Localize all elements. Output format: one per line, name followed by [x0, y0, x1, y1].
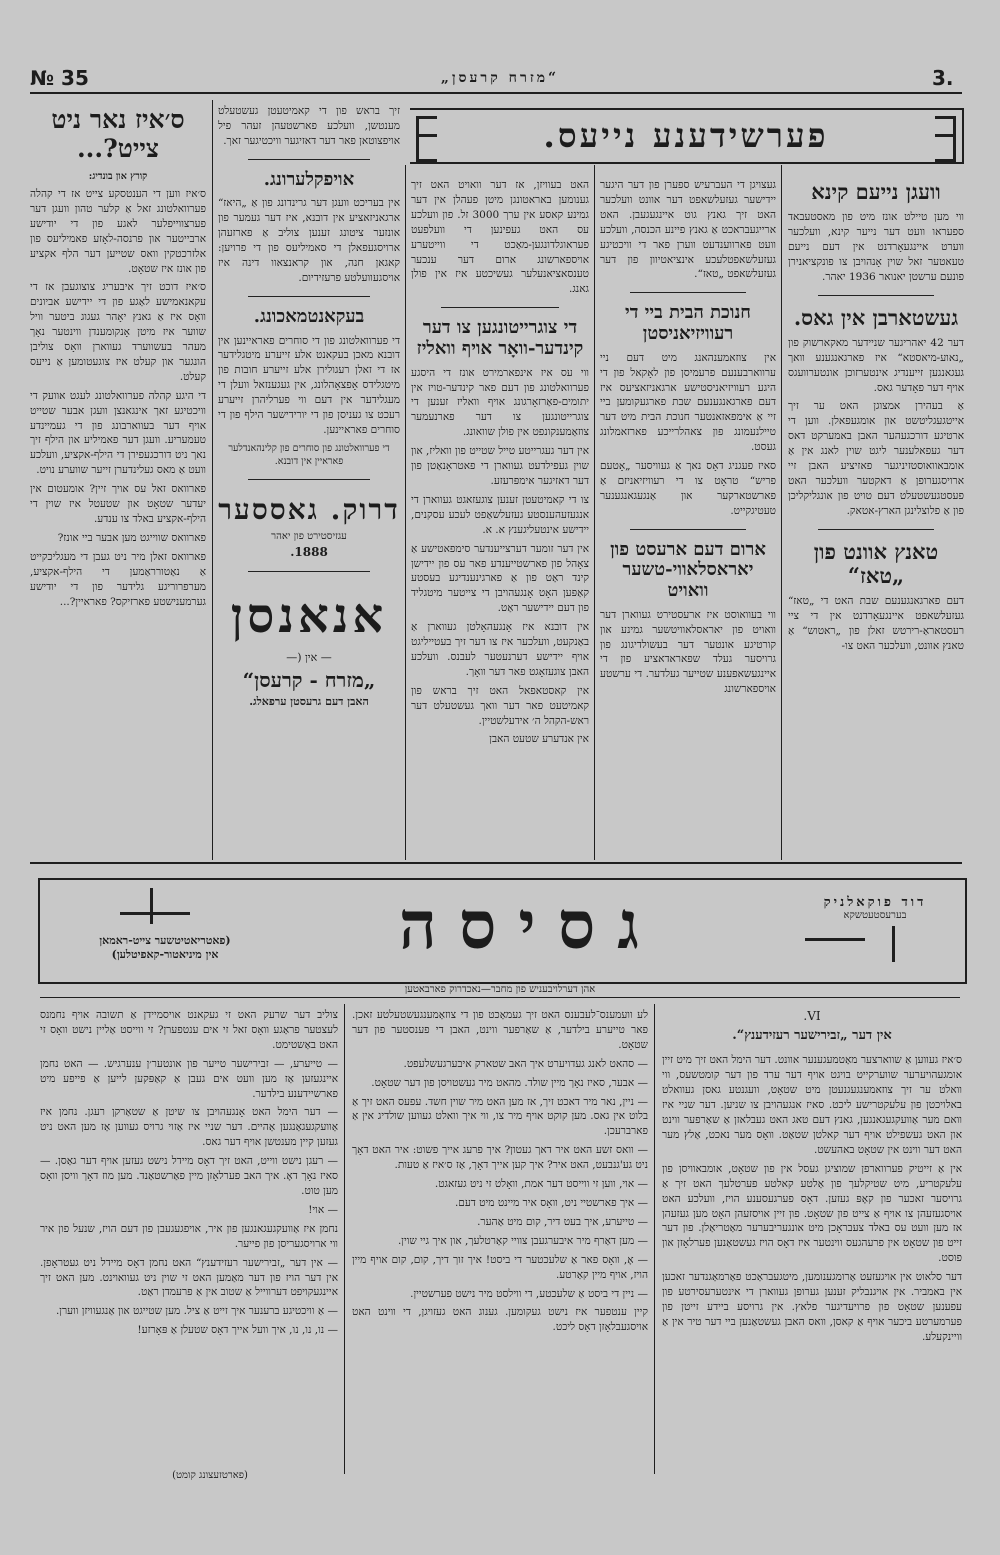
article-separator: [248, 479, 370, 480]
article-paragraph: אין דער זומער דערצייענדער סימפאטישע אַ צאָהל פון פארשטייענדע פאר עס פון יידישן קינד ראַט פון אַ פארגינענדיגע בעסטע קאַפּען האָט אָנגעהויבן די צייטער מיטגליד פון דעם יידישער ראַט.: [411, 542, 589, 615]
print-shop-ad: [218, 490, 400, 561]
section-rule: [30, 862, 962, 864]
article-paragraph: געצויגן די העברעיש ספערן פון דער היגער יידישער געזעלשאפט דער אוונט וועלכער האט זיך גאנץ גוט איינגעגעבן. האט ארייגעבראכט אַ גאנץ פיינע הכנסה, וועלכע וועט פארווענדעט ווערן פאר די וויכטיגע געזעלשאפטלעכע אינציאטיוון פון דער געזעלשאפט „טאז“.: [600, 179, 776, 281]
ad-line: — אין (—: [286, 650, 332, 664]
article-separator: [818, 529, 934, 530]
chapter-title: אין דער „זבירישער רעזידענץ“.: [732, 1028, 892, 1044]
article-paragraph: זיך בראש פון די קאמיטעטן געשטעלט מענטשן, וועלכע פארשטעהן זעהר פיל אויפצוטאן פאר דער דאזיגער וויכטיגער זאך.: [218, 105, 400, 147]
feature-paragraph: לע וועמענס־לעבענס האט זיך געמאַכט פון די צוזאַמענגעשטעלטע זאכן. פאר טייערע בילדער, אַ שאַרפער ווינט, האבן די פענסטער פון דער שטאָט.: [352, 1009, 648, 1051]
feature-paragraph: — דער הימל האט אָנגעהויבן צו שיטן אַ שטאַרקן רעגן. נחמן איז אַוועקגעגאַנגען אַהיים. דער שניי איז אַזוי גרויס געווען אַז מען האט ניט געזען קיין מענטשן אויף דער גאס.: [40, 1106, 338, 1149]
feature-paragraph: צוליב דער שרעק האט זי געקאנט אויסמיידן אַ תשובה אויף נחמנס לעצטער פראַגע וואָס זאל זי אים ענטפערן? זי ווייסט אַליין נישט וואָס זי האט באַשטימט.: [40, 1009, 338, 1051]
article-heading: אויפקלערונג.: [263, 168, 355, 190]
feature-paragraph: — נו, נו, נו, איך וועל אייך דאָס שטעלן אַ פּאָרזע!: [137, 1324, 338, 1337]
article-separator: [248, 571, 370, 572]
article-paragraph: דער 42 יאהריגער שניידער מאקארשוק פון „נאוע-מיאסטא“ איז פארגאנגענע וואך געגאנגען זייענדיג אינטערזוכן אונטערוועגס אויף דער פאָדער גאס.: [788, 336, 964, 394]
decorative-ornament: [892, 926, 895, 962]
article-paragraph: אין דובנא איז אָנגעהאָלטן געווארן אַ באַנקעט, וועלכער איז צו דער זיך בעטייליגט אויף יידישע דערנעטער לעבנס. וועלכע האבן צוגעזאָגט פאר דער וואָך.: [411, 621, 589, 678]
feature-paragraph: — ניין די ביסט אַ שלעכטע, די ווילסט מיר נישט פערשטיין.: [410, 1287, 648, 1300]
editorial-paragraph: די היגע קהלה פערוואלטונג לעגט אוועק די וויכטיגע זאך אינגאנצן וועגן אבער שטייט אויף דער בעווארבונג פון די געמיינדע טעמעריע. וועגן דער פאמיליע און הילף זיך נאך ניט דורכגעפירן די הילף-אקציע, וועלכע וועט אַ מאס געלינדערן זייער שווערע נויט.: [30, 389, 206, 477]
column-divider: [212, 100, 213, 860]
feature-paragraph: — אָ, וואָס פאר אַ שלעכטער די ביסט! איך זוך דיך, קום, קום אויף מיין הויז, אויף מיין קאַרטע.: [352, 1253, 648, 1281]
article-heading: ארום דעם ארעסט פון יאראסלאווי-טשער וואויט: [610, 538, 766, 602]
article-heading: בעקאנטמאכונג.: [253, 305, 365, 327]
article-paragraph: אין בעריכט וועגן דער גרינדונג פון אַ „היאז“ ארגאניזאציע אין דובנא, איז דער געמער פון אונזער ציטונג זענען צוליב אַ פארזעהן ארויסגעפאלן די סאמיליעס פון די פרויען: קאגאן חנה, און קראנצאוו דינה איז אויסגעוועלטע פרעזידיום.: [218, 197, 400, 284]
editorial-paragraph: ס׳איז ווען די הענטסקע צייט אז די קהלה פערוואלטונג זאל אַ קלער טהון וועגן דער פערצווייפלער לאגע פון די יודישע ארבייטער און פרנסה-לאָזע פאמיליעס פון אלזרכטקין וואס שטייען דער הלף אקציע פון אונז איז שטאָט.: [30, 187, 206, 275]
news-banner: [410, 108, 964, 164]
feature-paragraph: דער סלאוט אין אויגעזעט אַרומגענומען, מיטגעבראַכט פאַרמאַגנדער זאכען אין באמביר. אין אויגנבליק זענען גערופן געווארן די אינטערעסירטע פון עפענען שטאָט פון פרויעדיגער פלאץ. אין גרויסע ביידע זייטן פון פערמערטע ביכער אויף אַ קאסן, וואס האבן געשטאַנען ביי דער טיר אין אַ וויינקעלע.: [662, 1271, 962, 1343]
article-paragraph: ווי עס איז אינפארמירט אונז די היסגע פערוואלטונג פון דעם פאר קינדער-טויז אין יתומים-פאַרזאָרגונג אויף וואליז זענען די צוגרייטונגען צו דער פארנעמער צוזאַמענקונפט אין פולן שוואונג.: [411, 366, 589, 439]
feature-paragraph: ס׳איז געווען אַ שווארצער מאַטמעגענער אוונט. דער הימל האט זיך מיט זיין אומגעהויערער שווערקייט בויגט אויף דער ערד פון דער קומטשעס, ווי וואלט ער זיך צוזאמענגעגנעטן מיט שטאָט, וועגנטע גאסן געוואלט באלויכטן פון עלעקטרישע ליכט. סאיז אנגעהויבן צו שניען. דער שניי איז וואם מער אַוועקגעגאנגען, גאנץ דעם טאג האט געבלאזן אַ שאַרפער ווינט און האט געשפילט אויף דער קאלטן שטאַט. וואָס מער נאכט, אַלץ מער האט דער ווינט אין שטאָט באהעשט.: [662, 1054, 962, 1156]
ad-year: 1888.: [290, 544, 328, 559]
feature-paragraph: — רעגן נישט ווייט, האט זיך דאָס מיידל נישט געזען אויף דער גאַסן. — סאיז נאָך דאָ. איך האב פערלאָזן מיין פאַרשטאַנד. מען מוז דאָך וויסן וואָס מען טוט.: [40, 1155, 338, 1197]
ad-title: אנאנסן: [230, 587, 388, 644]
article-new-cinema: [788, 180, 964, 285]
banner-bracket-left: [416, 116, 437, 162]
page-number: 3.: [932, 66, 954, 90]
article-separator: [818, 295, 934, 296]
caption-line: אין מיניאטור-קאפיטלען): [111, 948, 219, 962]
ad-line: האבן דעם גרעסטן ערפאלג.: [249, 694, 369, 708]
feature-paragraph: — אין דער „זבירישער רעזידענץ“ האט נחמן דאָס מיידל ניט געטראָפן. אין דער הויז פון דער מאַמען האט זי שוין ניט געוואוינט. מען האט זיך איינגעקויפט דערווייל אַ שטוב אין אַ פרעמדן ראַט.: [40, 1256, 338, 1299]
feature-paragraph: קיין ענטפער איז נישט געקומען. גענוג האט געזויגן, די ווינט האט אויסגעבלאָזן דאָס ליכט.: [352, 1306, 648, 1334]
article-separator: [248, 296, 370, 297]
feature-paragraph: — וואס זשע האט איר דאך געטון? איך פרעג אייך פשוט: איר האט דאָך ניט גע'גנבעט, האט איר? איך קען אייך דאָך, אַז ס׳איז אַ טעות.: [352, 1144, 648, 1172]
article-paragraph: די פערוואלטונג פון די סוחרים פאראיינען אין דובנא מאכן בעקאנט אלע זייערע מיטגלידער אז די זאלן רעגולירן אלע זייערע חובות פון מיטגלידס אָפצאָהלונג, אין געגענזאל וועלן די מעגלידער אין דעם ווי פערליהרן זייערע רעכט צו געניסן פון די יורידישער הילף פון די סוחרים פאראיינען.: [218, 334, 400, 436]
feature-header: [38, 878, 967, 984]
article-dance-evening: [788, 540, 964, 654]
feature-paragraph: — איך פארשטיי ניט, וואָס איר מיינט מיט דעם.: [454, 1196, 648, 1209]
ad-newspaper-name: „מזרח - קרעסן“: [242, 667, 376, 692]
feature-paragraph: אין אַ זייטיק פערווארפן שמוציגן געסל אין פון שטאָט, אומבאוויסן פון עלעקטריע, מיט שטיקלעך פון אַלטע קאלטע פערטלעך האט זיך אַ גרויסער זאכער פון קאָפּ געזען. דאָס פערגעסענע הויז, וועלכע האט אויסגעזעהן צו אויף אַ צייט פון שטאָט. פון זיין אויסזעהן האָט מען געזעהן אז מען וועט עס באלד צעבראָכן מיט אונגעריבערער מאַטריאַלן. פון דער זייט פון שטאָט אין פרעהגעס ווינטער איז דאָס הויז געשטאַנען פערלאָזן און פוסט.: [662, 1162, 962, 1265]
ad-line: עגזיסטירט פון יאהר: [271, 530, 347, 542]
feature-rule: [40, 997, 960, 998]
decorative-ornament: [805, 938, 865, 941]
feature-paragraph: — טייערע, איך בעט דיר, קום מיט אַהער.: [477, 1215, 648, 1228]
left-editorial-column: [30, 104, 206, 868]
editorial-heading: ס׳איז נאר ניט צייט?...: [51, 105, 185, 163]
feature-paragraph: — מען דאַרף מיר איבערגעבן צוויי קאַרטלעך, און איך גיי שוין.: [397, 1234, 648, 1247]
column-divider: [405, 165, 406, 860]
feature-paragraph: — אַ וויכטיגע ברענער איך זייט אַ ציל. מען שטייגט און אַנגעוויזן ווערן.: [55, 1305, 338, 1318]
article-heading: די צוגרייטונגען צו דער קינדער-וואָר אויף וואליז: [416, 317, 584, 359]
feature-paragraph: נחמן איז אַוועקגעגאנגען פון איר, אויפגעגעבן פון דעם הויז, שנעל פון איר ווי ארויסגעריסן פון פייער.: [40, 1222, 338, 1250]
column-divider: [654, 1004, 655, 1474]
feature-column-left: [40, 1008, 338, 1478]
right-news-column: [788, 178, 964, 868]
news-column-2: [600, 178, 776, 868]
article-paragraph: אַ בעהירן אמצוגן האט ער זיך אייטגעגליטשט און אומגעפאלן. ווען די ארטיגע דורכגעהער האבן באמערקט דאס דער געפאלענער ליגט שוין לאנג אין אַ אומבאוואוסטזיניגער פאזיציע האבן זיי ארויסגערופן אַ דאקטער וועלכער האט פעסטגעשטעלט דעם טויט פון אונגליקליכן פון אַ פלוצלינגן הארץ-אטאק.: [788, 400, 964, 517]
article-paragraph: סאיז פעגניג דאָס נאך אַ געוויסער „אָטעם פריש“ טראָט צו די רעוויזיאניזם אַ פארשטארקער און אַנגעגאנגענער טעטיגקייט.: [600, 460, 776, 517]
article-paragraph: אין אנדערע שטעט האבן: [489, 733, 589, 746]
chapter-number: VI.: [803, 1009, 821, 1023]
article-paragraph: אין קאסטאפאל האט זיך בראש פון קאמיטעט פאר דער וואך געשטעלט דער ראש-הקהל ה׳ אידעלשטיין.: [411, 684, 589, 727]
column-divider: [594, 165, 595, 860]
article-separator: [248, 159, 370, 160]
feature-author: [805, 894, 945, 921]
article-paragraph: ווי בעוואוסט איז ארעסטירט געווארן דער וואויט פון יאראסלאוויטשער גמינע און קורטיגע אונטער דער בעשולדיגונג פון גרויסער געלד שפאראדאציע פון די איינגעשאפענע שטייער געלדער. די ערשטע אויספארשונג: [600, 608, 776, 696]
column-divider: [344, 1004, 345, 1474]
feature-paragraph: — סהאט לאנג געדויערט איך האב שטארק איבערגעשלעפט.: [403, 1057, 648, 1070]
announcements-ad: [218, 582, 400, 710]
article-separator: [630, 529, 746, 530]
article-paragraph: אין דער געגרייטע טייל שטייט פון וואליז, און שוין געפילדעט געווארן די פאטראָנאַטן פון דער דאזיגער אימפּרעזע.: [411, 445, 589, 487]
article-paragraph: צו די קאמיטעטן זענען צוגעזאגט געווארן די אנגעזעהענסטע געזעלשאַפט לעכע עסקנים, יידישע אינטעליגענץ א. א.: [411, 493, 589, 536]
ad-title: דרוק. גאססער: [218, 492, 400, 526]
decorative-ornament: [120, 912, 190, 915]
article-paragraph: ווי מען טיילט אונז מיט פון מאסטעבאד ספעראו וועט דער נייער קינא, וועלכער ווערט איינגעאָרדנט אין דעם נייעם טעאטער זאל שוין אָנהויבן צו פונקציאנירן פונעם ערשטן יאנואר 1936 יאהר.: [788, 211, 964, 283]
masthead-rule: [30, 92, 962, 94]
article-signature: די פערוואלטונג פון סוחרים פון קלינהאנדלער פאראיין אין דובנא.: [228, 442, 390, 468]
feature-column-right: [662, 1008, 962, 1478]
news-column-3: [411, 178, 589, 868]
editorial-paragraph: ס׳איז דוכט זיך איבעריג צוצוגעבן אז די עקאנאמישע לאַגע פון די יידישע אביונים וואָס איז אַ גאנץ יאָהר געגוג ביטער וויל שווער איז מיטן אָנקומענדן ווינטער נאָך מעהר בעשווערד געווארן וואָס צוליבן הונגער און קעלט איז צוגעטומען אַ נייעס קעלט.: [30, 281, 206, 383]
article-paragraph: האט בעוויזן, אז דער וואויט האט זיך גענומען באראטונגן מיטן פעהלן אין דער גמינע קאסע אין ערך 3000 זל. פון וועלכע עס האט געפינען די וועלפעט פעראוגלדונגען-מאַכט די ווייטערע אויספארשונג ארום דער ענכער טענסאציאנעלער געשיכטע איז אין פולן גאנג.: [411, 179, 589, 296]
article-died-street: [788, 306, 964, 519]
copyright-notice: אהן דערלויבעניש פון מחבר—נאכדרוק פארבאטען: [404, 984, 596, 995]
article-heading: געשטארבן אין גאס.: [793, 304, 959, 330]
news-column-4: [218, 104, 400, 868]
author-name: דוד פוקאלניק: [823, 895, 927, 910]
article-heading: חנוכת הבית ביי די רעוויזיאניסטן: [625, 302, 751, 345]
author-place: בערעסטעטשקא: [843, 910, 907, 921]
feature-paragraph: — טייערע, — זבירישער טייער פון אונטער׳ן ענערגיש. — האט נחמן איינגעזען אַז מען וועט אים געבן אַ קאַפּקען לייען אַ פייפע מיט פארשיידענע בילדער.: [40, 1057, 338, 1100]
feature-paragraph: — אוי!: [308, 1203, 338, 1216]
decorative-ornament: [150, 888, 153, 924]
editorial-paragraph: פארוואס זאל עס אויך זיין? אומעטום אין יעדער שטאָט און שטעטל איז שוין די הילף-אקציע באלד צו ענדע.: [30, 483, 206, 526]
banner-title: פערשידענע נייעס.: [543, 116, 829, 155]
editorial-paragraph: פארוואס זאלן מיר ניט געבן די מעגליכקייט אַ נאַטורראַמען די הילף-אקציע, מערפרוריגע גלידער פון די יודישע גערמענישטע פארזיקס? פאראיין?...: [30, 550, 206, 608]
feature-title: גסיסה: [398, 886, 662, 964]
feature-paragraph: — אוי, ווען זי ווייסט דער אמת, וואָלט זי ניט געזאגט.: [434, 1178, 648, 1191]
masthead-title: „מזרח קרעסן“: [440, 70, 560, 86]
banner-bracket-right: [935, 116, 956, 162]
feature-paragraph: — אבער, סאיז נאָך מיין שולד. מהאט מיר געשטויסן פון דער שטאָט.: [371, 1076, 648, 1089]
article-separator: [630, 292, 746, 293]
article-heading: וועגן נייעם קינא: [811, 179, 941, 204]
caption-line: (פאטריאטיטשער צייט-ראמאן: [99, 934, 231, 947]
article-paragraph: דעם פארגאנגענעם שבת האט די „טאז“ געזעלשאפט איינגעאָרדנט אין די ציי רעסטאראַ-רירטש זאלן פון „ראטוש“ אַ טאנץ אוונט, וועלכער האט צו-: [788, 594, 964, 652]
feature-paragraph: — ניין, נאר מיר דאכט זיך, אז מען האט מיר שוין חשד. עפעס האט זיך אַ בלוט אין גאס. מען קוקט אויף מיר צו, ווי איך וואלט געווען שולדיג אין אַ פארברעכן.: [352, 1095, 648, 1138]
column-divider: [781, 165, 782, 860]
feature-column-middle: [352, 1008, 648, 1478]
editorial-paragraph: פארוואס שווייגט מען אבער ביי אונז?: [57, 531, 206, 544]
continued-note: (פארטזעצונג קומט): [172, 1470, 248, 1481]
editorial-byline: קורץ און בונדיג:: [88, 170, 148, 182]
feature-genre-caption: [60, 934, 270, 963]
article-paragraph: אין צוזאמענהאנג מיט דעם ניי ערווארבענעם פרעמיסן פון לאָקאל פון די היגע רעוויזיאניסטישע ארגאניזאציעס איז דעם פארגאנגענעם שבת פארגעקומען ביי זיי אַ אימפאזאנטער חנוכת הבית מיט דער טיילנעמונג פון צאהלרייכע פארזאמלונג געסט.: [600, 351, 776, 454]
issue-number: № 35: [30, 66, 89, 90]
article-separator: [441, 307, 559, 308]
article-heading: טאנץ אוונט פון „טאז“: [813, 538, 939, 588]
